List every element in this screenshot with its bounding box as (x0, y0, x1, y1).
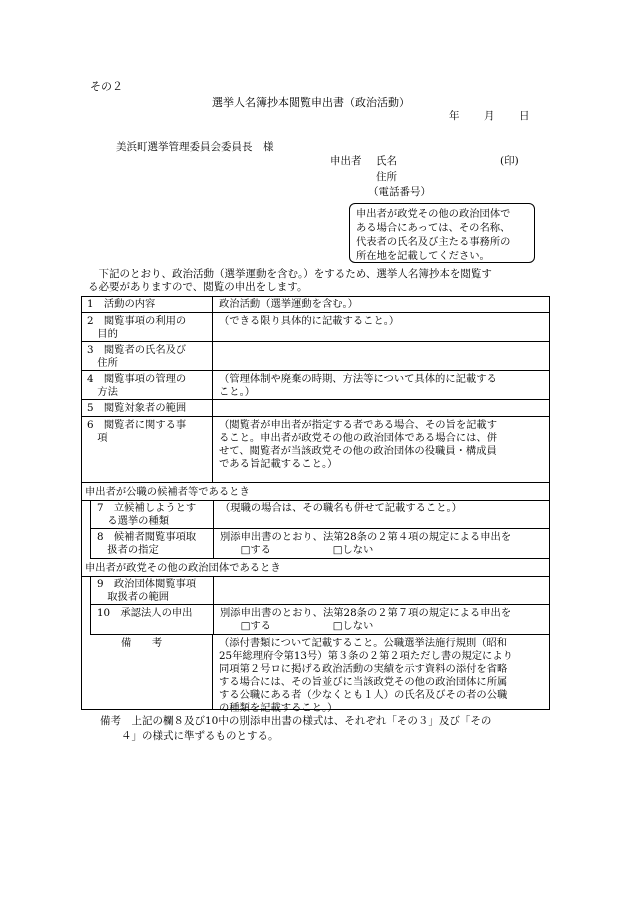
table-row (90, 500, 550, 529)
row-value[interactable]: 別添申出書のとおり、法第28条の２第７項の規定による申出を □する □しない (220, 607, 512, 632)
row-label: 6 閲覧者に関する事 項 (81, 417, 213, 482)
row-label: 1 活動の内容 (81, 296, 213, 312)
table-row (81, 417, 550, 483)
row-label: 5 閲覧対象者の範囲 (81, 400, 213, 416)
note-line: 申出者が政党その他の政治団体で (356, 208, 511, 220)
page-title: 選挙人名簿抄本閲覧申出書（政治活動） (212, 96, 410, 109)
date-month: 月 (484, 110, 495, 122)
applicant-note (349, 203, 535, 263)
row-label: 8 候補者閲覧事項取 扱者の指定 (91, 529, 214, 558)
applicant-label: 申出者 (330, 155, 362, 167)
row-value[interactable]: 政治活動（選挙運動を含む。） (219, 298, 359, 310)
remarks-value[interactable]: （添付書類について記載すること。公職選挙法施行規則（昭和 25年総理府令第13号）第３条の２第２項ただし書の規定により 同項第２号ロに掲げる政治活動の実績を示す資料の添付を省略 する場合には、その旨並びに当該政党その他の政治団体に所属 する公職にある者（少なくとも１人）の氏名及びその者の公職 の種類を記載すること。） (219, 637, 513, 714)
table-row (81, 313, 550, 342)
table-row (81, 296, 550, 313)
intro-line: る必要がありますので、閲覧の申出をします。 (88, 281, 308, 293)
section-candidate-title: 申出者が公職の候補者等であるとき (85, 486, 250, 498)
row-label: 2 閲覧事項の利用の 目的 (81, 313, 213, 341)
remarks-label: 備 考 (81, 635, 213, 710)
row-label: 9 政治団体閲覧事項 取扱者の範囲 (91, 576, 214, 604)
row-value[interactable]: （現職の場合は、その職名も併せて記載すること。） (220, 502, 462, 514)
row-label: 3 閲覧者の氏名及び 住所 (81, 342, 213, 370)
remarks-row (81, 635, 550, 714)
row-value[interactable]: （閲覧者が申出者が指定する者である場合、その旨を記載す ること。申出者が政党その他の政治団体である場合には、併 せて、閲覧者が当該政党その他の政治団体の役職員・構成員 である旨記載すること。） (219, 419, 498, 470)
note-line: ある場合にあっては、その名称、 (356, 222, 511, 234)
footnote-line: ４」の様式に準ずるものとする。 (100, 730, 279, 742)
row-value[interactable]: （できる限り具体的に記載すること。） (219, 315, 400, 327)
phone-label: （電話番号） (368, 186, 431, 198)
date-year: 年 (449, 110, 460, 122)
row-value[interactable]: 別添申出書のとおり、法第28条の２第４項の規定による申出を □する □しない (220, 531, 512, 556)
table-row (81, 400, 550, 417)
addressee: 美浜町選挙管理委員会委員長 様 (116, 141, 274, 153)
table-row (81, 371, 550, 400)
note-line: 所在地を記載してください。 (356, 250, 490, 262)
form-number: その２ (90, 80, 123, 93)
seal-mark: (印) (500, 155, 519, 167)
table-row (90, 605, 550, 635)
footnote-line: 備考 上記の欄８及び10中の別添申出書の様式は、それぞれ「その３」及び「その (100, 715, 492, 727)
row-label: 4 閲覧事項の管理の 方法 (81, 371, 213, 399)
row-label: 7 立候補しようとす る選挙の種類 (91, 500, 214, 528)
address-label: 住所 (376, 171, 397, 183)
row-label: 10 承認法人の申出 (91, 605, 214, 634)
row-value[interactable]: （管理体制や廃棄の時期、方法等について具体的に記載する こと。） (219, 373, 497, 398)
date-day: 日 (519, 110, 530, 122)
note-line: 代表者の氏名及び主たる事務所の (356, 236, 511, 248)
section-party-title: 申出者が政党その他の政治団体であるとき (85, 562, 281, 574)
name-label: 氏名 (376, 155, 397, 167)
table-row (81, 342, 550, 371)
table-row (90, 529, 550, 559)
table-row (90, 576, 550, 605)
intro-line: 下記のとおり、政治活動（選挙運動を含む。）をするため、選挙人名簿抄本を閲覧す (88, 268, 492, 280)
